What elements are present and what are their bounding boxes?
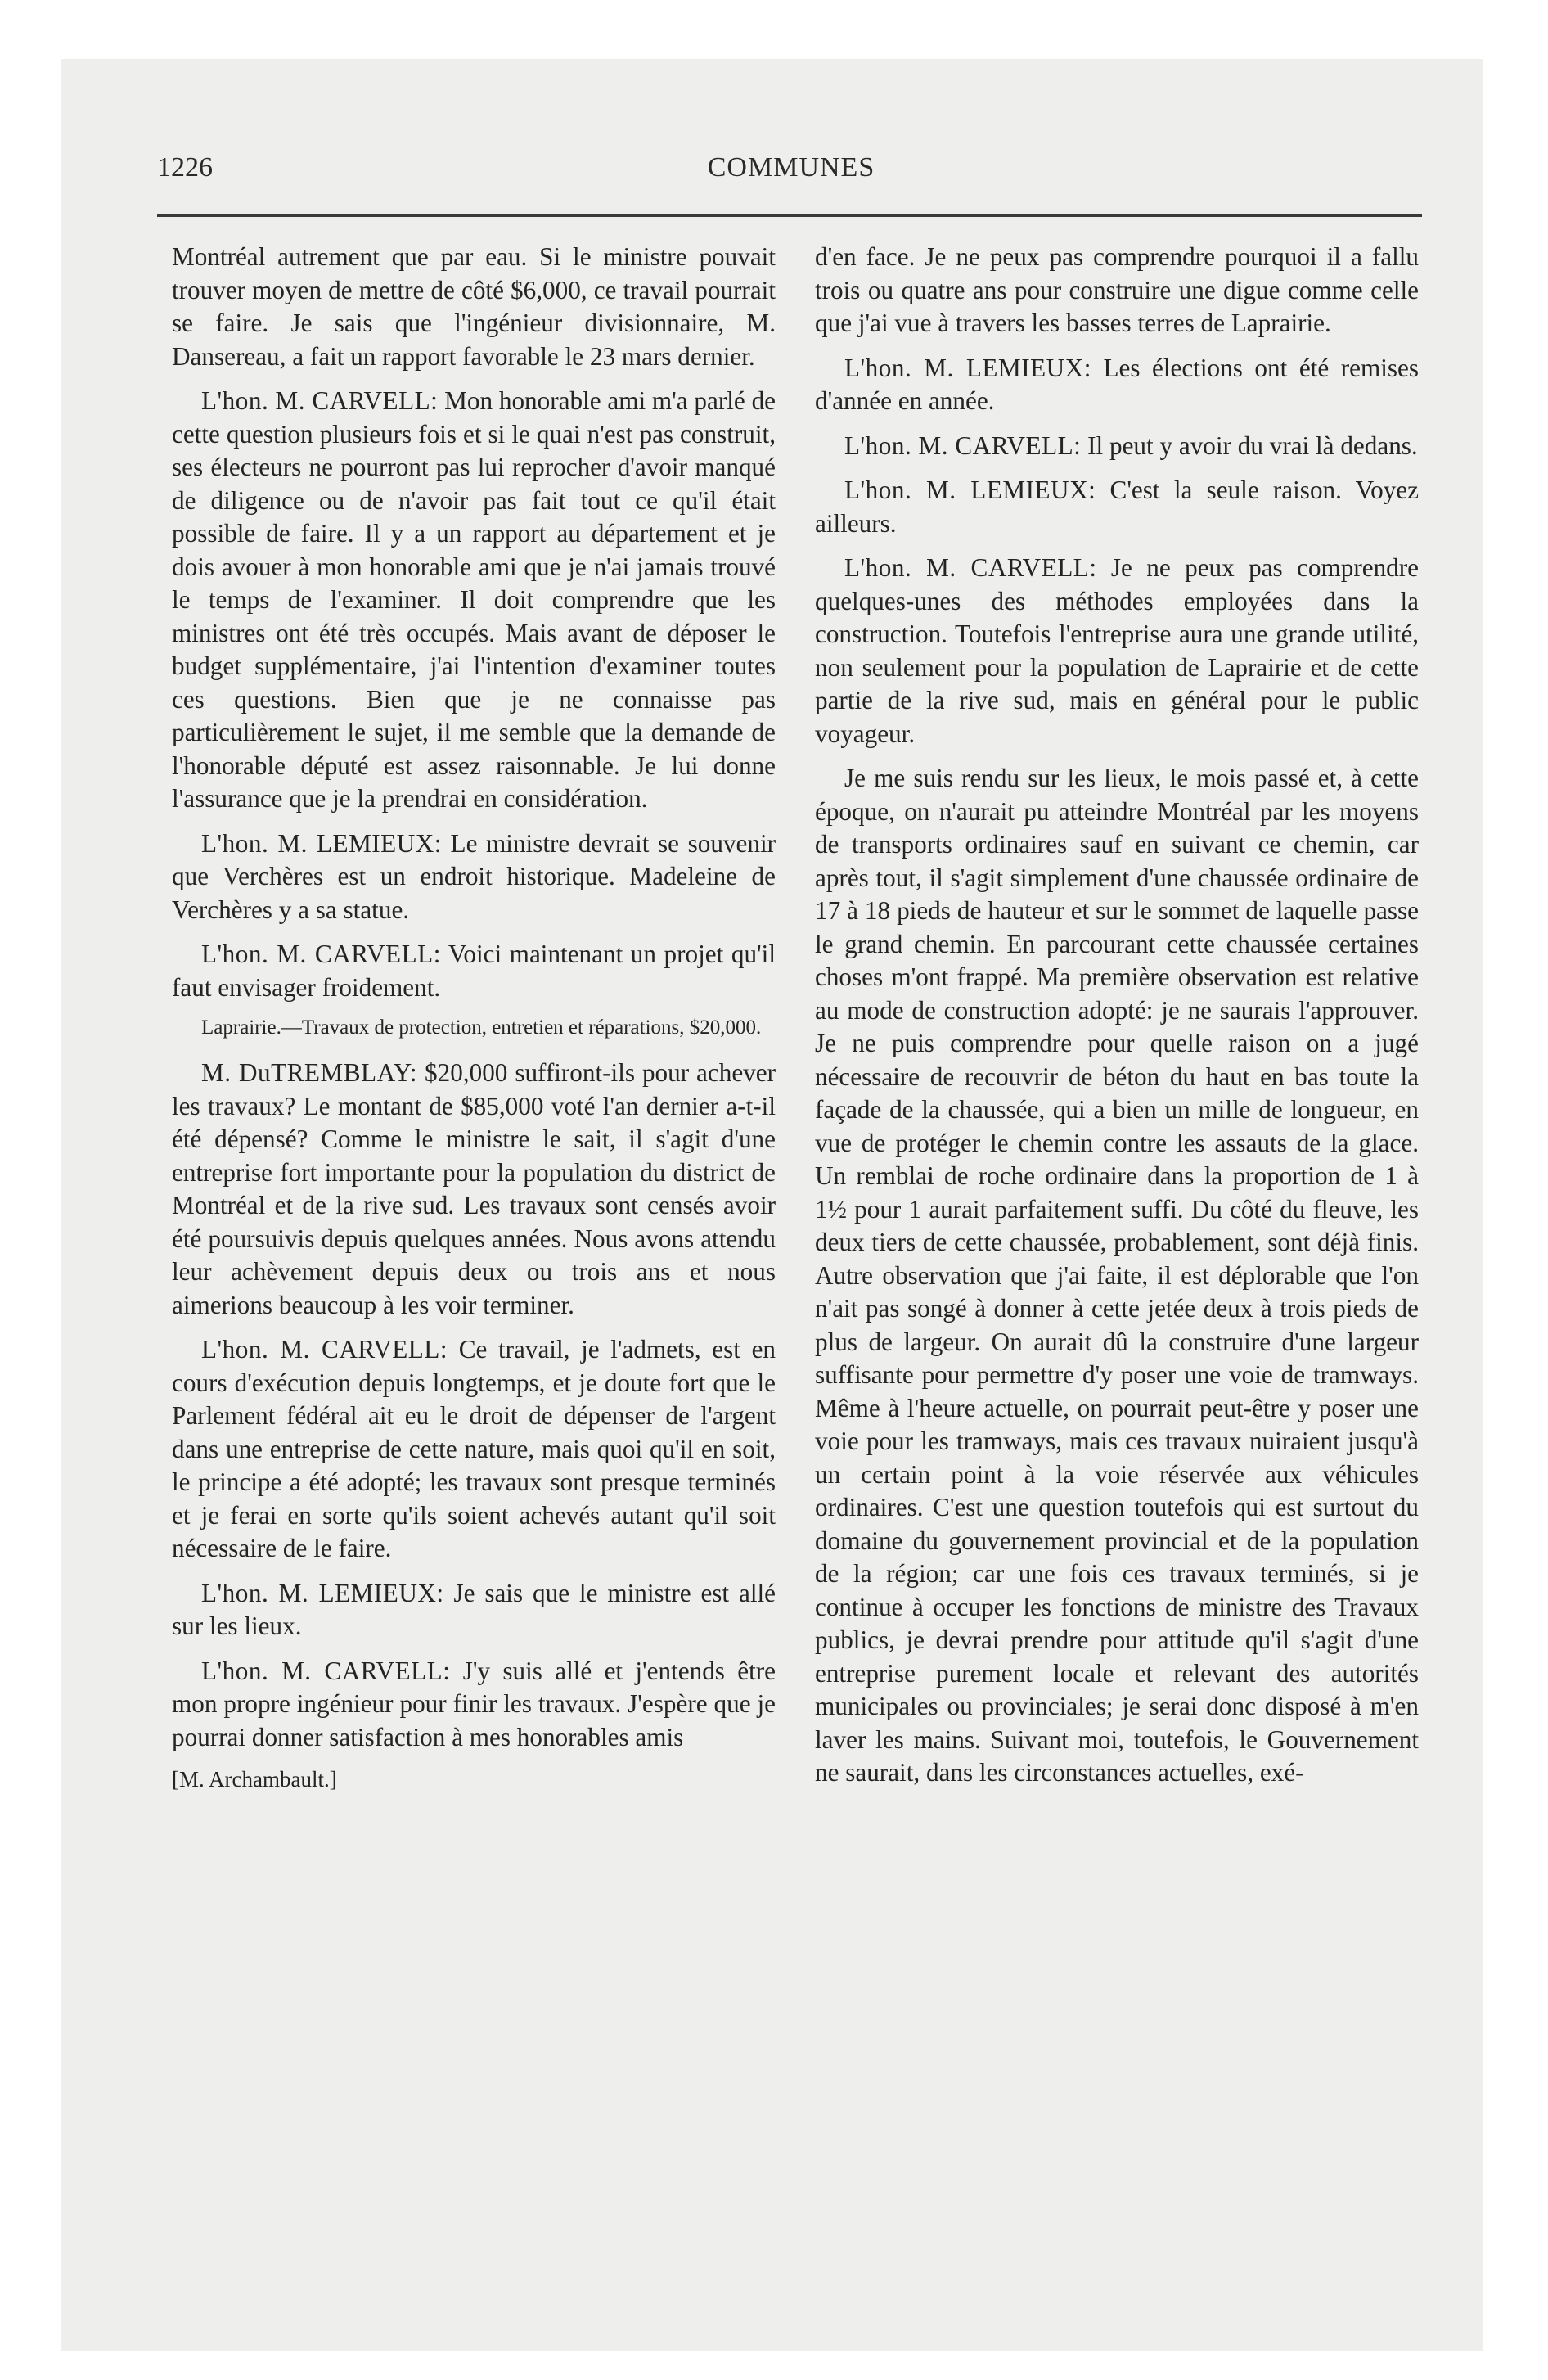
paragraph: Je me suis rendu sur les lieux, le mois passé et, à cette époque, on n'aurait pu atteindre Montréal par les moyens de transports ordinaires sauf en suivant ce chemin, car après tout, il s'agit simplement d'une chaussée ordinaire de 17 à 18 pieds de hauteur et sur le sommet de laquelle passe le grand chemin. En parcourant cette chaussée certaines choses m'ont frappé. Ma première observation est relative au mode de construction adopté: je ne saurais l'approuver. Je ne puis comprendre pour quelle raison on a jugé nécessaire de recouvrir de béton du haut en bas toute la façade de la chaussée, qui a bien un mille de longueur, en vue de protéger le chemin contre les assauts de la glace. Un remblai de roche ordinaire dans la proportion de 1 à 1½ pour 1 aurait parfaitement suffi. Du côté du fleuve, les deux tiers de cette chaussée, probablement, sont déjà finis. Autre observation que j'ai faite, il est déplorable que l'on n'ait pas songé à donner à cette jetée deux à trois pieds de plus de largeur. On aurait dû la construire d'une largeur suffisante pour permettre d'y poser une voie de tramways. Même à l'heure actuelle, on pourrait peut-être y poser une voie pour les tramways, mais ces travaux nuiraient jusqu'à un certain point à la voie réservée aux véhicules ordinaires. C'est une question toutefois qui est surtout du domaine du gouvernement provincial et de la population de la région; car une fois ces travaux terminés, si je continue à occuper les fonctions de ministre des Travaux publics, je devrai prendre pour attitude qu'il s'agit d'une entreprise purement locale et relevant des autorités municipales ou provinciales; je serai donc disposé à m'en laver les mains. Suivant moi, toutefois, le Gouvernement ne saurait, dans les circonstances actuelles, exé-: [815, 764, 1419, 1787]
page-header: [157, 152, 1425, 201]
speaker-name: L'hon. M. LEMIEUX:: [201, 1578, 444, 1607]
speech-text: Il peut y avoir du vrai là dedans.: [1087, 430, 1418, 460]
speech-paragraph: [172, 1333, 776, 1566]
speech-text: Je ne peux pas comprendre quelques-unes des méthodes employées dans la construction. Toutefois l'entreprise aura une grande utilité, non seulement pour la population de Laprairie et de cette partie de la rive sud, mais en général pour le public voyageur.: [815, 553, 1419, 748]
speaker-name: L'hon. M. CARVELL:: [844, 553, 1097, 582]
speaker-name: L'hon. M. CARVELL:: [844, 430, 1082, 460]
speech-paragraph: [815, 352, 1419, 418]
speech-paragraph: [172, 385, 776, 816]
speech-paragraph: [172, 1577, 776, 1643]
speaker-name: L'hon. M. CARVELL:: [201, 1656, 451, 1685]
running-title: COMMUNES: [707, 152, 875, 183]
continued-paragraph: Montréal autrement que par eau. Si le ministre pouvait trouver moyen de mettre de côté $6,000, ce travail pourrait se faire. Je sais que l'ingénieur divisionnaire, M. Dansereau, a fait un rapport favorable le 23 mars dernier.: [172, 242, 776, 371]
speech-paragraph: [815, 430, 1419, 463]
speech-text: Le ministre devrait se souvenir que Verchères est un endroit historique. Madeleine de Verchères y a sa statue.: [172, 828, 776, 924]
speech-text: $20,000 suffiront-ils pour achever les travaux? Le montant de $85,000 voté l'an dernier a-t-il été dépensé? Comme le ministre le sait, il s'agit d'une entreprise fort importante pour la population du district de Montréal et de la rive sud. Les travaux sont censés avoir été poursuivis depuis quelques années. Nous avons attendu leur achèvement depuis deux ou trois ans et nous aimerions beaucoup à les voir terminer.: [172, 1058, 776, 1319]
speaker-name: L'hon. M. CARVELL:: [201, 940, 441, 968]
speech-paragraph: [815, 552, 1419, 751]
speaker-footnote: [M. Archambault.]: [172, 1767, 337, 1792]
left-column: [172, 241, 776, 1805]
speech-text: Je sais que le ministre est allé sur les lieux.: [172, 1578, 776, 1640]
header-rule: [157, 214, 1422, 217]
speaker-name: L'hon. M. CARVELL:: [201, 386, 439, 415]
speech-text: Les élections ont été remises d'année en année.: [815, 353, 1419, 415]
speaker-name: L'hon. M. LEMIEUX:: [844, 353, 1091, 382]
right-column: [815, 241, 1419, 1801]
speech-paragraph: [172, 938, 776, 1004]
continued-paragraph: d'en face. Je ne peux pas comprendre pourquoi il a fallu trois ou quatre ans pour construire une digue comme celle que j'ai vue à travers les basses terres de Laprairie.: [815, 242, 1419, 337]
speech-text: Mon honorable ami m'a parlé de cette question plusieurs fois et si le quai n'est pas construit, ses électeurs ne pourront pas lui reprocher d'avoir manqué de diligence ou de n'avoir pas fait tout ce qu'il était possible de faire. Il y a un rapport au département et je dois avouer à mon honorable ami que je n'ai jamais trouvé le temps de l'examiner. Il doit comprendre que les ministres ont été très occupés. Mais avant de déposer le budget supplémentaire, j'ai l'intention d'examiner toutes ces questions. Bien que je ne connaisse pas particulièrement le sujet, il me semble que la demande de l'honorable député est assez raisonnable. Je lui donne l'assurance que je la prendrai en considération.: [172, 386, 776, 813]
estimate-item: Laprairie.—Travaux de protection, entretien et réparations, $20,000.: [201, 1016, 762, 1039]
speaker-name: M. DuTREMBLAY:: [201, 1058, 418, 1087]
speaker-name: L'hon. M. LEMIEUX:: [844, 476, 1096, 504]
speech-text: Voici maintenant un projet qu'il faut envisager froidement.: [172, 940, 776, 1002]
speech-text: C'est la seule raison. Voyez ailleurs.: [815, 476, 1419, 538]
speech-paragraph: [172, 827, 776, 927]
speech-paragraph: [815, 474, 1419, 540]
speaker-name: L'hon. M. CARVELL:: [201, 1335, 448, 1364]
speech-paragraph: [172, 1057, 776, 1322]
speech-text: J'y suis allé et j'entends être mon propre ingénieur pour finir les travaux. J'espère que je pourrai donner satisfaction à mes honorables amis: [172, 1656, 776, 1751]
speaker-name: L'hon. M. LEMIEUX:: [201, 828, 442, 858]
speech-paragraph: [172, 1655, 776, 1755]
speech-text: Ce travail, je l'admets, est en cours d'exécution depuis longtemps, et je doute fort que le Parlement fédéral ait eu le droit de dépenser de l'argent dans une entreprise de cette nature, mais quoi qu'il en soit, le principe a été adopté; les travaux sont presque terminés et je ferai en sorte qu'ils soient achevés autant qu'il soit nécessaire de le faire.: [172, 1335, 776, 1562]
page-number: 1226: [157, 152, 213, 183]
